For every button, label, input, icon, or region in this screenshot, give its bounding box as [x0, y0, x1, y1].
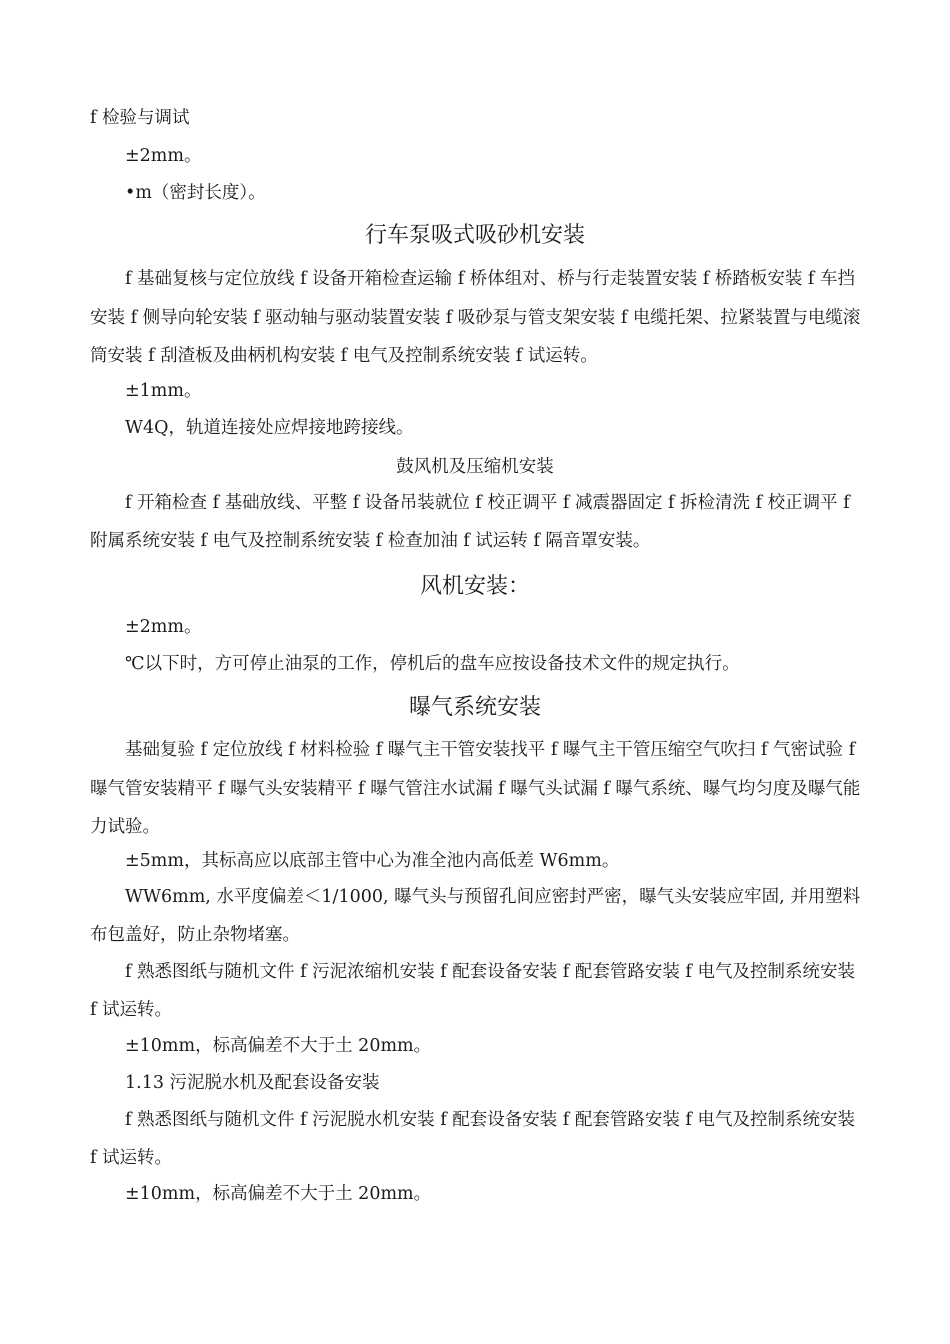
paragraph-inspection-debug: f 检验与调试	[90, 108, 190, 128]
paragraph-sand-machine-steps: f 基础复核与定位放线 f 设备开箱检查运输 f 桥体组对、桥与行走装置安装 f 桥踏板安装 f 车挡安装 f 侧导向轮安装 f 驱动轴与驱动装置安装 f 吸砂泵与管支架安装 f 电缆托架、拉紧装置与电缆滚筒安装 f 刮渣板及曲柄机构安装 f 电气及控制系统安装 f 试运转。	[90, 269, 861, 366]
heading-aeration-system: 曝气系统安装	[408, 695, 541, 720]
paragraph-thickener-steps: f 熟悉图纸与随机文件 f 污泥浓缩机安装 f 配套设备安装 f 配套管路安装 f 电气及控制系统安装 f 试运转。	[90, 962, 855, 1020]
paragraph-tolerance: ±10mm，标高偏差不大于土 20mm。	[125, 1184, 432, 1204]
paragraph-rail-welding: W4Q，轨道连接处应焊接地跨接线。	[125, 418, 414, 438]
section-heading-dewatering: 1.13 污泥脱水机及配套设备安装	[125, 1073, 380, 1093]
paragraph-seal-length: •m（密封长度）。	[125, 183, 266, 203]
paragraph-aeration-elevation: ±5mm，其标高应以底部主管中心为准全池内高低差 W6mm。	[125, 851, 620, 871]
paragraph-aeration-levelness: WW6mm, 水平度偏差＜1/1000, 曝气头与预留孔间应密封严密，曝气头安装应牢固, 并用塑料布包盖好，防止杂物堵塞。	[90, 887, 861, 945]
paragraph-blower-steps: f 开箱检查 f 基础放线、平整 f 设备吊装就位 f 校正调平 f 减震器固定 f 拆检清洗 f 校正调平 f 附属系统安装 f 电气及控制系统安装 f 检查加油 f 试运转 f 隔音罩安装。	[90, 493, 850, 551]
paragraph-tolerance: ±2mm。	[125, 617, 202, 637]
paragraph-tolerance: ±2mm。	[125, 146, 202, 166]
paragraph-dewatering-steps: f 熟悉图纸与随机文件 f 污泥脱水机安装 f 配套设备安装 f 配套管路安装 f 电气及控制系统安装 f 试运转。	[90, 1110, 855, 1168]
paragraph-aeration-steps: 基础复验 f 定位放线 f 材料检验 f 曝气主干管安装找平 f 曝气主干管压缩空气吹扫 f 气密试验 f 曝气管安装精平 f 曝气头安装精平 f 曝气管注水试漏 f 曝气头试漏 f 曝气系统、曝气均匀度及曝气能力试验。	[90, 740, 861, 837]
heading-fan-installation: 风机安装：	[419, 574, 530, 599]
heading-blower-compressor: 鼓风机及压缩机安装	[396, 457, 554, 477]
heading-sand-suction-machine: 行车泵吸式吸砂机安装	[364, 223, 585, 248]
paragraph-oil-pump-stop: ℃以下时，方可停止油泵的工作，停机后的盘车应按设备技术文件的规定执行。	[125, 654, 740, 674]
paragraph-tolerance: ±10mm，标高偏差不大于土 20mm。	[125, 1036, 432, 1056]
paragraph-tolerance: ±1mm。	[125, 381, 202, 401]
